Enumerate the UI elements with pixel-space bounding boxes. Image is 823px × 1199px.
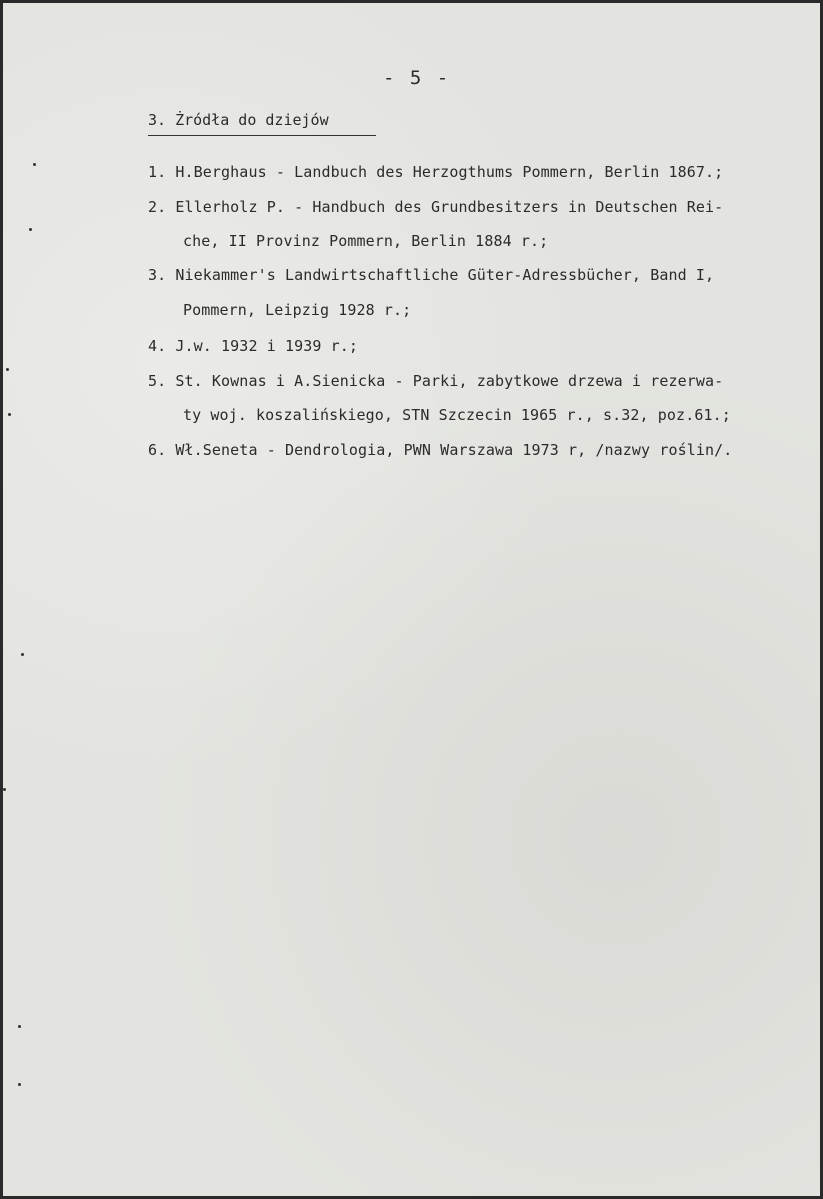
margin-speck (29, 228, 32, 231)
margin-speck (18, 1083, 21, 1086)
margin-speck (33, 163, 36, 166)
list-item: 4. J.w. 1932 i 1939 r.; (148, 337, 359, 355)
page-number: - 5 - (383, 67, 451, 89)
margin-speck (6, 368, 9, 371)
margin-speck (21, 653, 24, 656)
margin-speck (3, 788, 6, 791)
section-heading: 3. Żródła do dziejów (148, 111, 376, 136)
list-item: 2. Ellerholz P. - Handbuch des Grundbesitzers in Deutschen Rei- (148, 198, 724, 216)
list-item-continuation: Pommern, Leipzig 1928 r.; (183, 301, 412, 319)
margin-speck (8, 413, 11, 416)
list-item: 5. St. Kownas i A.Sienicka - Parki, zabytkowe drzewa i rezerwa- (148, 372, 724, 390)
list-item-continuation: ty woj. koszalińskiego, STN Szczecin 1965 r., s.32, poz.61.; (183, 406, 731, 424)
document-page (3, 3, 820, 1196)
list-item-continuation: che, II Provinz Pommern, Berlin 1884 r.; (183, 232, 549, 250)
list-item: 1. H.Berghaus - Landbuch des Herzogthums Pommern, Berlin 1867.; (148, 163, 724, 181)
list-item: 6. Wł.Seneta - Dendrologia, PWN Warszawa 1973 r, /nazwy roślin/. (148, 441, 733, 459)
list-item: 3. Niekammer's Landwirtschaftliche Güter-Adressbücher, Band I, (148, 266, 715, 284)
margin-speck (18, 1025, 21, 1028)
